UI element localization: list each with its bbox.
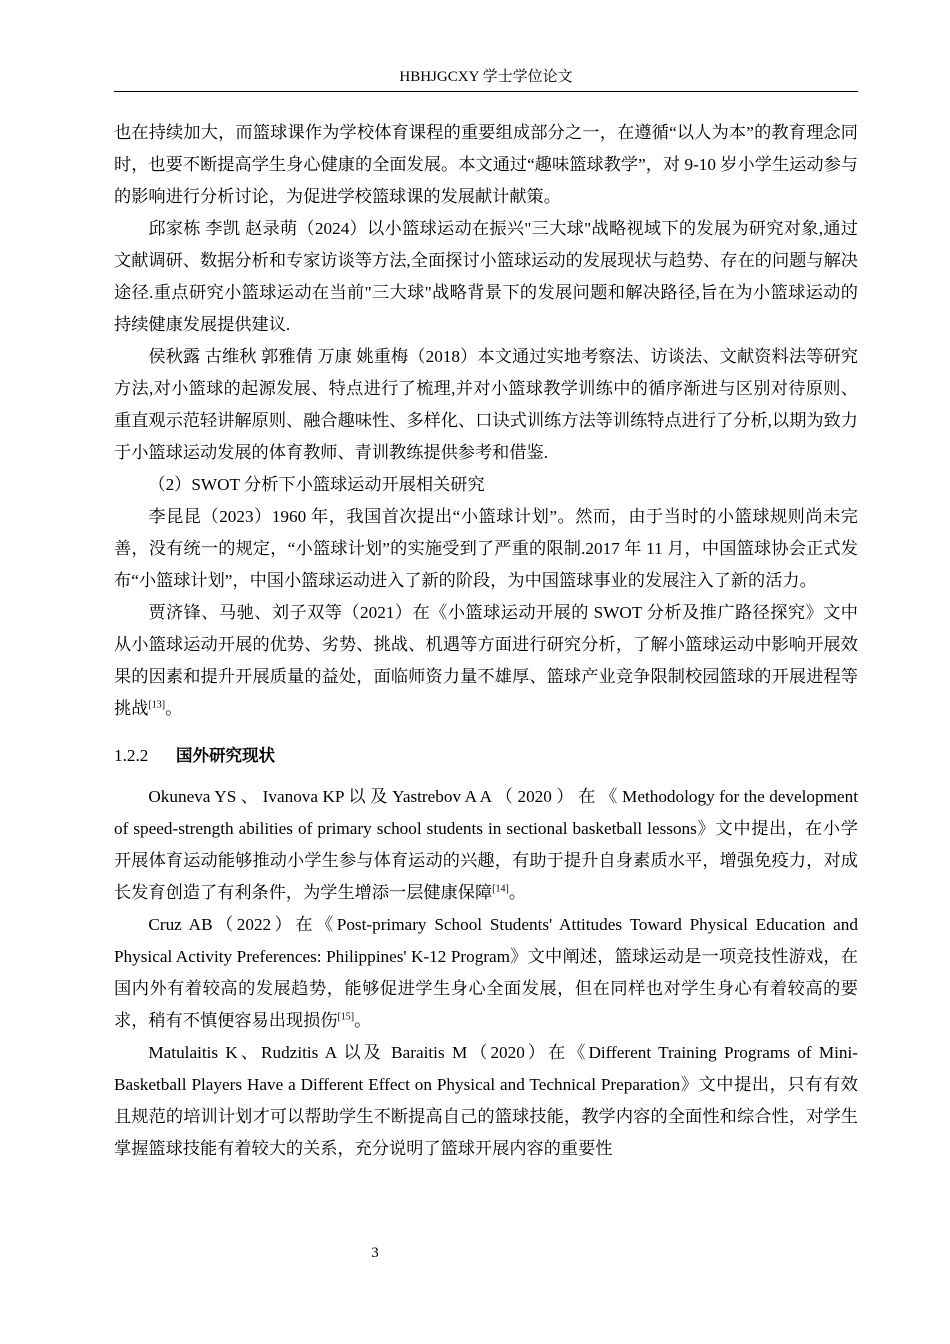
paragraph: 也在持续加大，而篮球课作为学校体育课程的重要组成部分之一，在遵循“以人为本”的教育理念同时，也要不断提高学生身心健康的全面发展。本文通过“趣味篮球教学”，对 9-10 岁小学生运动参与的影响进行分析讨论，为促进学校篮球课的发展献计献策。	[114, 123, 858, 206]
paragraph: Cruz AB（2022）在《Post-primary School Students' Attitudes Toward Physical Education and Physical Activity Preferences: Philippines' K-12 Program》文中阐述，篮球运动是一项竞技性游戏，在国内外有着较高的发展趋势，能够促进学生身心全面发展，但在同样也对学生身心有着较高的要求，稍有不慎便容易出现损伤[15]。	[114, 915, 858, 1030]
paragraph: 贾济锋、马驰、刘子双等（2021）在《小篮球运动开展的 SWOT 分析及推广路径探究》文中从小篮球运动开展的优势、劣势、挑战、机遇等方面进行研究分析，了解小篮球运动中影响开展效果的因素和提升开展质量的益处，面临师资力量不雄厚、篮球产业竞争限制校园篮球的开展进程等挑战[13]。	[114, 603, 858, 718]
section-title: 国外研究现状	[176, 746, 275, 765]
paragraph: 邱家栋 李凯 赵录萌（2024）以小篮球运动在振兴"三大球"战略视域下的发展为研究对象,通过文献调研、数据分析和专家访谈等方法,全面探讨小篮球运动的发展现状与趋势、存在的问题与解决途径.重点研究小篮球运动在当前"三大球"战略背景下的发展问题和解决路径,旨在为小篮球运动的持续健康发展提供建议.	[114, 219, 858, 334]
subheading: （2）SWOT 分析下小篮球运动开展相关研究	[148, 475, 485, 494]
citation: [13]	[148, 699, 166, 711]
section-number: 1.2.2	[114, 746, 149, 765]
section-heading	[114, 741, 858, 771]
page-number: 3	[371, 1245, 379, 1261]
running-header: HBHJGCXY 学士学位论文	[399, 69, 573, 85]
paragraph: 李昆昆（2023）1960 年，我国首次提出“小篮球计划”。然而，由于当时的小篮球规则尚未完善，没有统一的规定，“小篮球计划”的实施受到了严重的限制.2017 年 11 月，中国篮球协会正式发布“小篮球计划”，中国小篮球运动进入了新的阶段，为中国篮球事业的发展注入了新的活力。	[114, 507, 858, 590]
citation: [15]	[337, 1011, 355, 1023]
header-rule	[114, 91, 858, 92]
body-text	[114, 117, 858, 1165]
paragraph: Okuneva YS 、 Ivanova KP 以 及 Yastrebov A A （ 2020 ） 在 《 Methodology for the development of speed-strength abilities of primary school students in sectional basketball lessons》文中提出，在小学开展体育运动能够推动小学生参与体育运动的兴趣，有助于提升自身素质水平，增强免疫力，对成长发育创造了有利条件，为学生增添一层健康保障[14]。	[114, 787, 858, 902]
paragraph: Matulaitis K、Rudzitis A 以及 Baraitis M（2020）在《Different Training Programs of Mini-Basketball Players Have a Different Effect on Physical and Technical Preparation》文中提出，只有有效且规范的培训计划才可以帮助学生不断提高自己的篮球技能，教学内容的全面性和综合性，对学生掌握篮球技能有着较大的关系，充分说明了篮球开展内容的重要性	[114, 1043, 858, 1158]
citation: [14]	[492, 883, 509, 895]
paragraph: 侯秋露 古维秋 郭雅倩 万康 姚重梅（2018）本文通过实地考察法、访谈法、文献资料法等研究方法,对小篮球的起源发展、特点进行了梳理,并对小篮球教学训练中的循序渐进与区别对待原则、重直观示范轻讲解原则、融合趣味性、多样化、口诀式训练方法等训练特点进行了分析,以期为致力于小篮球运动发展的体育教师、青训教练提供参考和借鉴.	[114, 347, 858, 462]
